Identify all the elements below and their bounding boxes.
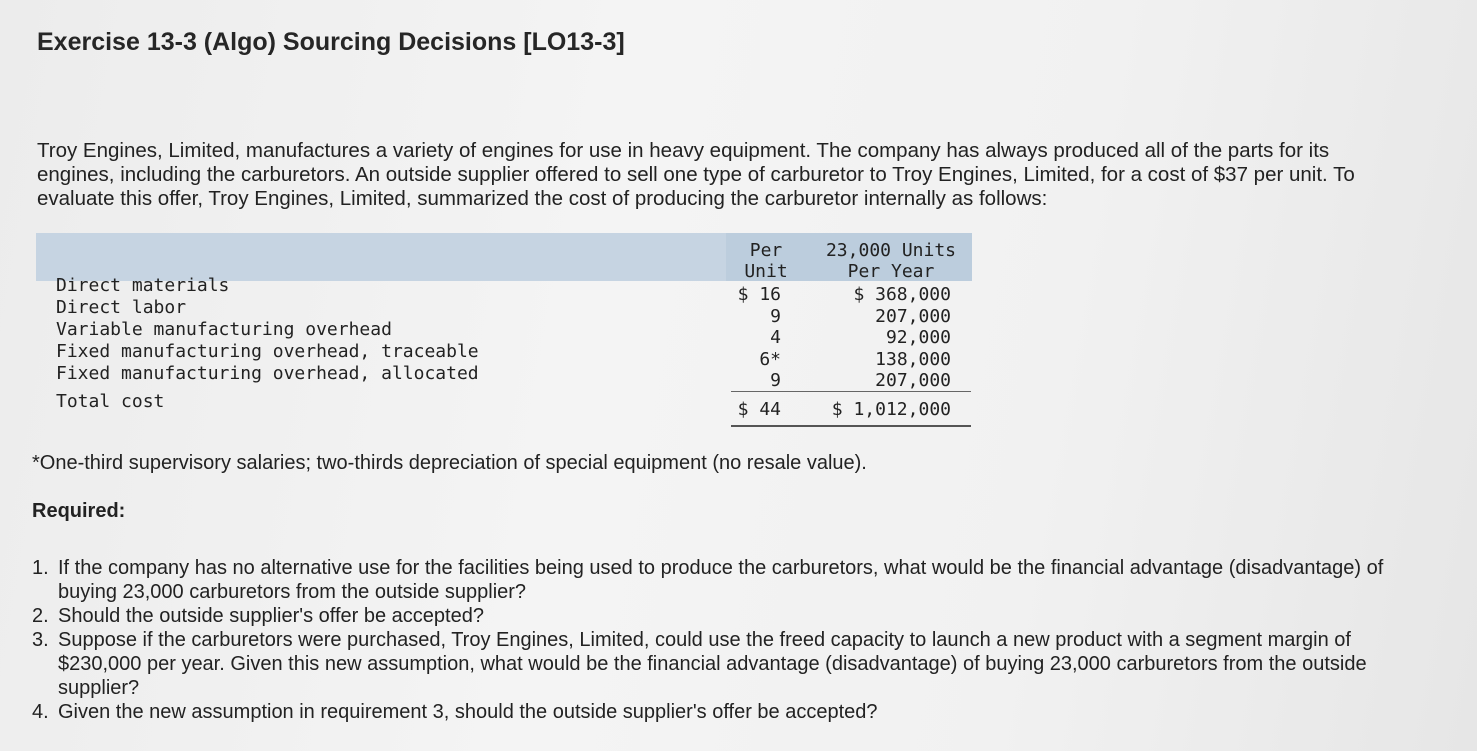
row-label: Direct materials: [56, 275, 230, 296]
total-per-year: $ 1,012,000: [831, 399, 951, 420]
per-unit-value: 9: [770, 305, 781, 327]
row-label: Direct labor: [56, 297, 187, 318]
total-per-unit: $ 44: [737, 399, 781, 420]
footnote: *One-third supervisory salaries; two-thirds depreciation of special equipment (no resale value).: [32, 452, 867, 474]
requirement-text: Suppose if the carburetors were purchased, Troy Engines, Limited, could use the freed capacity to launch a new product with a segment margin of $230,000 per year. Given this new assumption, what would be the financial advantage (disadvantage) of buying 23,000 carburetors from the outside supplier?: [58, 629, 1367, 699]
per-year-column: [811, 284, 951, 392]
required-heading: Required:: [32, 500, 126, 522]
per-year-value: 207,000: [875, 370, 951, 391]
total-rule: [731, 425, 971, 427]
subtotal-rule: [731, 391, 971, 392]
requirement-item: [32, 628, 1412, 700]
per-unit-value: 6*: [759, 348, 781, 370]
requirement-item: [32, 604, 1412, 628]
requirement-text: Given the new assumption in requirement 3, should the outside supplier's offer be accepted?: [58, 701, 878, 723]
per-year-value: 92,000: [885, 327, 951, 348]
header-per-unit-line2: Unit: [744, 261, 788, 282]
per-year-value: 207,000: [875, 305, 951, 327]
requirement-item: [32, 556, 1412, 604]
requirement-number: 3.: [32, 629, 49, 651]
total-cost-label: Total cost: [56, 391, 165, 412]
per-year-value: $ 368,000: [853, 284, 951, 305]
per-unit-value: $ 16: [737, 284, 781, 305]
table-header-blank: [36, 233, 726, 281]
per-unit-value: 4: [770, 327, 781, 348]
per-unit-column: [731, 284, 781, 392]
intro-paragraph: Troy Engines, Limited, manufactures a variety of engines for use in heavy equipment. The company has always produced all of the parts for its engines, including the carburetors. An outside supplier offered to sell one type of carburetor to Troy Engines, Limited, for a cost of $37 per unit. To evaluate this offer, Troy Engines, Limited, summarized the cost of producing the carburetor internally as follows:: [37, 139, 1355, 210]
header-per-unit: [731, 240, 801, 282]
row-labels: [56, 275, 479, 385]
requirement-item: [32, 700, 1412, 724]
requirement-text: Should the outside supplier's offer be accepted?: [58, 605, 484, 627]
header-per-unit-line1: Per: [749, 240, 783, 261]
cost-table: [36, 233, 976, 429]
row-label: Variable manufacturing overhead: [56, 319, 392, 340]
header-per-year: [811, 240, 971, 282]
per-unit-value: 9: [770, 370, 781, 391]
header-per-year-line1: 23,000 Units: [825, 240, 957, 261]
per-year-value: 138,000: [875, 348, 951, 370]
requirement-text: If the company has no alternative use for the facilities being used to produce the carburetors, what would be the financial advantage (disadvantage) of buying 23,000 carburetors from the outside supplier?: [58, 557, 1384, 603]
requirement-number: 2.: [32, 605, 49, 627]
exercise-title: Exercise 13-3 (Algo) Sourcing Decisions [LO13-3]: [37, 28, 625, 56]
row-label: Fixed manufacturing overhead, traceable: [56, 341, 479, 362]
requirement-number: 1.: [32, 557, 49, 579]
requirement-number: 4.: [32, 701, 49, 723]
requirements-list: [32, 556, 1412, 724]
header-per-year-line2: Per Year: [847, 261, 935, 282]
row-label: Fixed manufacturing overhead, allocated: [56, 363, 479, 384]
